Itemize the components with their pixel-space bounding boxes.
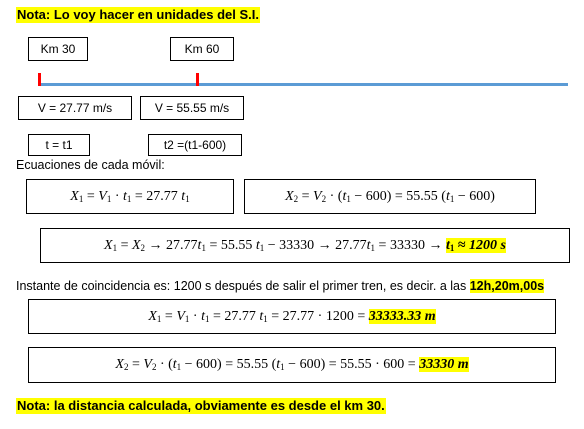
eq4-a: 27.77 xyxy=(224,308,256,324)
eq3-d: 27.77 xyxy=(335,237,367,253)
section-title: Ecuaciones de cada móvil: xyxy=(16,158,165,172)
eq3-e: 33330 xyxy=(389,237,425,253)
sentence-text: Instante de coincidencia es: 1200 s después de salir el primer tren, es decir. a las xyxy=(16,279,470,293)
eq5-result: 33330 m xyxy=(419,357,469,372)
coincidence-sentence xyxy=(16,278,544,294)
eq3-result: 1200 s xyxy=(469,237,506,253)
km30-label: Km 30 xyxy=(28,37,88,61)
km60-label: Km 60 xyxy=(170,37,234,61)
eq3-c: 33330 xyxy=(279,237,315,253)
eq4-b: 27.77 · 1200 xyxy=(282,308,354,324)
km60-tick xyxy=(196,73,199,86)
velocity-2: V = 55.55 m/s xyxy=(140,96,244,120)
note-bottom: Nota: la distancia calculada, obviamente es desde el km 30. xyxy=(17,398,385,413)
eq4-result: 33333.33 m xyxy=(368,308,436,324)
track-line xyxy=(40,83,568,86)
eq3-mid: 27.77 xyxy=(166,237,198,253)
equation-2: $X_2 = V_2 \cdot (t_1 - 600) = 55.55$ $(t_1 - 600)$ xyxy=(244,179,536,214)
eq5-b: 55.55 · 600 xyxy=(340,357,405,372)
note-top: Nota: Lo voy hacer en unidades del S.I. xyxy=(17,7,259,22)
time-2: t2 =(t1-600) xyxy=(148,134,242,156)
eq5-a: 55.55 xyxy=(236,357,269,372)
equation-1: $X_1 = V_1 \cdot t_1 = 27.77$ $t_1$ xyxy=(26,179,234,214)
velocity-1: V = 27.77 m/s xyxy=(18,96,132,120)
eq3-b: 55.55 xyxy=(220,237,253,253)
sentence-time: 12h,20m,00s xyxy=(469,279,545,293)
km30-tick xyxy=(38,73,41,86)
eq1-rhs: = 27.77 xyxy=(134,188,178,204)
time-1: t = t1 xyxy=(28,134,90,156)
equation-5: $X_2 = V_2 \cdot (t_1 - 600) = 55.55$ $(t_1 - 600) = 55.55 \cdot 600 = 33330$ m xyxy=(28,347,556,383)
eq2-rhs: = 55.55 xyxy=(394,188,438,204)
equation-3: $X_1 = X_2 \to 27.77t_1 = 55.55$ $t_1 - 33330 \to 27.77t_1 = 33330 \to t_1 \approx 1200$ s xyxy=(40,228,570,263)
equation-4: $X_1 = V_1 \cdot t_1 = 27.77$ $t_1 = 27.77 \cdot 1200 = 33333.33$ m xyxy=(28,299,556,334)
